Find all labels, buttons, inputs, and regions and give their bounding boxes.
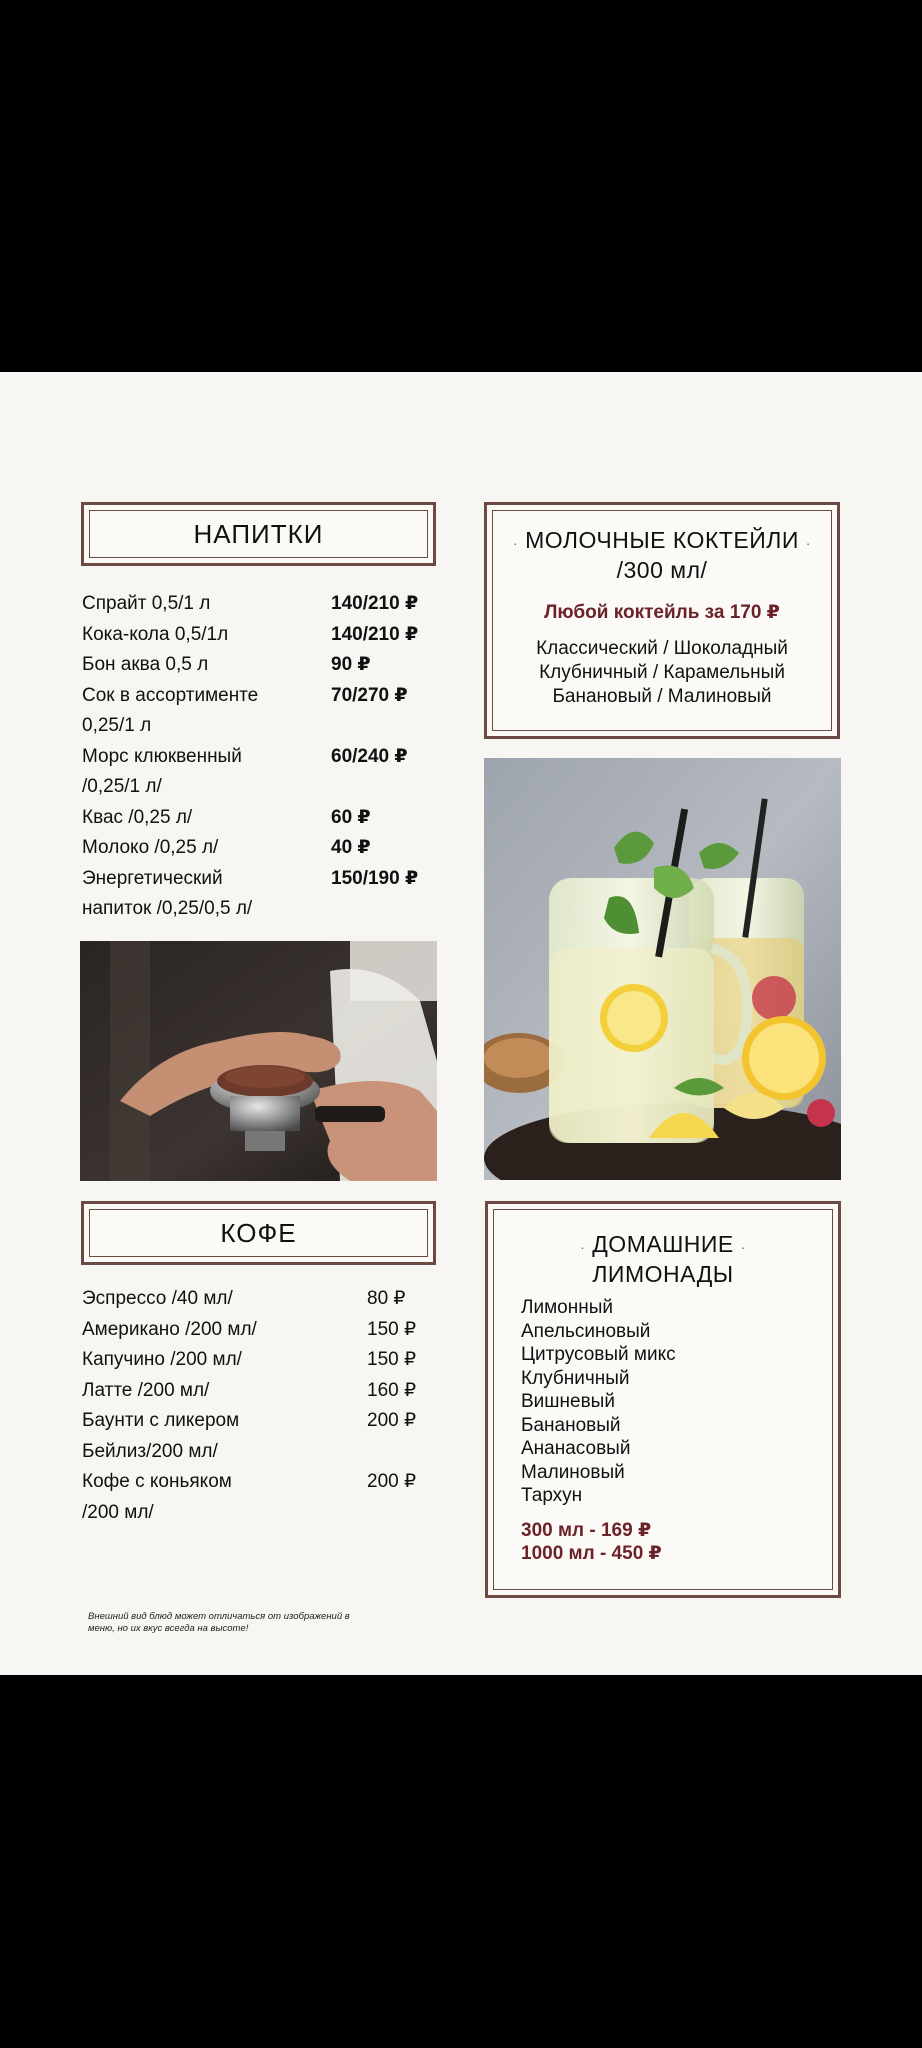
list-item: Тархун	[521, 1485, 583, 1506]
lemonades-price-small: 300 мл - 169 ₽	[521, 1519, 652, 1541]
drinks-title: НАПИТКИ	[193, 518, 324, 549]
lemonades-box	[485, 1201, 841, 1598]
lemonades-flavors	[521, 1296, 676, 1566]
list-item: Ананасовый	[521, 1438, 631, 1459]
lemonades-price-large: 1000 мл - 450 ₽	[521, 1543, 662, 1564]
milkshakes-flavors: Классический / Шоколадный Клубничный / Карамельный Банановый / Малиновый	[536, 638, 788, 707]
list-item: Бон аква 0,5 л 90 ₽	[82, 654, 371, 675]
list-item: Молоко /0,25 л/ 40 ₽	[82, 837, 371, 858]
milkshakes-box	[484, 502, 840, 739]
list-item: Американо /200 мл/ 150 ₽	[82, 1318, 417, 1340]
list-item: Клубничный	[521, 1367, 630, 1389]
list-item: Капучино /200 мл/ 150 ₽	[82, 1349, 417, 1370]
list-item: Цитрусовый микс	[521, 1344, 676, 1365]
list-item: Сок в ассортименте 0,25/1 л 70/270 ₽	[82, 684, 408, 736]
list-item: Малиновый	[521, 1461, 625, 1483]
lemonades-title: · ДОМАШНИЕ ·	[580, 1231, 746, 1257]
milkshakes-offer: Любой коктейль за 170 ₽	[544, 602, 780, 623]
list-item: Квас /0,25 л/ 60 ₽	[82, 806, 371, 828]
coffee-list	[82, 1284, 442, 1528]
list-item: Кофе с коньяком /200 мл/ 200 ₽	[82, 1471, 417, 1523]
list-item: Банановый	[521, 1414, 621, 1436]
coffee-header	[81, 1201, 436, 1265]
coffee-photo	[80, 941, 437, 1181]
list-item: Баунти с ликером Бейлиз/200 мл/ 200 ₽	[82, 1410, 417, 1462]
milkshakes-volume: /300 мл/	[616, 557, 708, 583]
list-item: Эспрессо /40 мл/ 80 ₽	[82, 1288, 406, 1309]
list-item: Кока-кола 0,5/1л 140/210 ₽	[82, 623, 419, 645]
list-item: Морс клюквенный /0,25/1 л/ 60/240 ₽	[82, 745, 408, 797]
drinks-header	[81, 502, 436, 566]
lemonades-title-line2: ЛИМОНАДЫ	[592, 1261, 734, 1287]
list-item: Вишневый	[521, 1391, 615, 1412]
list-item: Лимонный	[521, 1297, 613, 1318]
lemonade-photo	[484, 758, 841, 1180]
list-item: Энергетический напиток /0,25/0,5 л/ 150/190 ₽	[82, 867, 419, 919]
list-item: Спрайт 0,5/1 л 140/210 ₽	[82, 593, 419, 614]
disclaimer-note: Внешний вид блюд может отличаться от изображений в меню, но их вкус всегда на высоте!	[88, 1611, 350, 1634]
coffee-title: КОФЕ	[220, 1217, 297, 1248]
list-item: Апельсиновый	[521, 1320, 651, 1342]
list-item: Латте /200 мл/ 160 ₽	[82, 1379, 417, 1401]
milkshakes-title: · МОЛОЧНЫЕ КОКТЕЙЛИ ·	[513, 527, 811, 553]
drinks-list	[82, 589, 442, 925]
